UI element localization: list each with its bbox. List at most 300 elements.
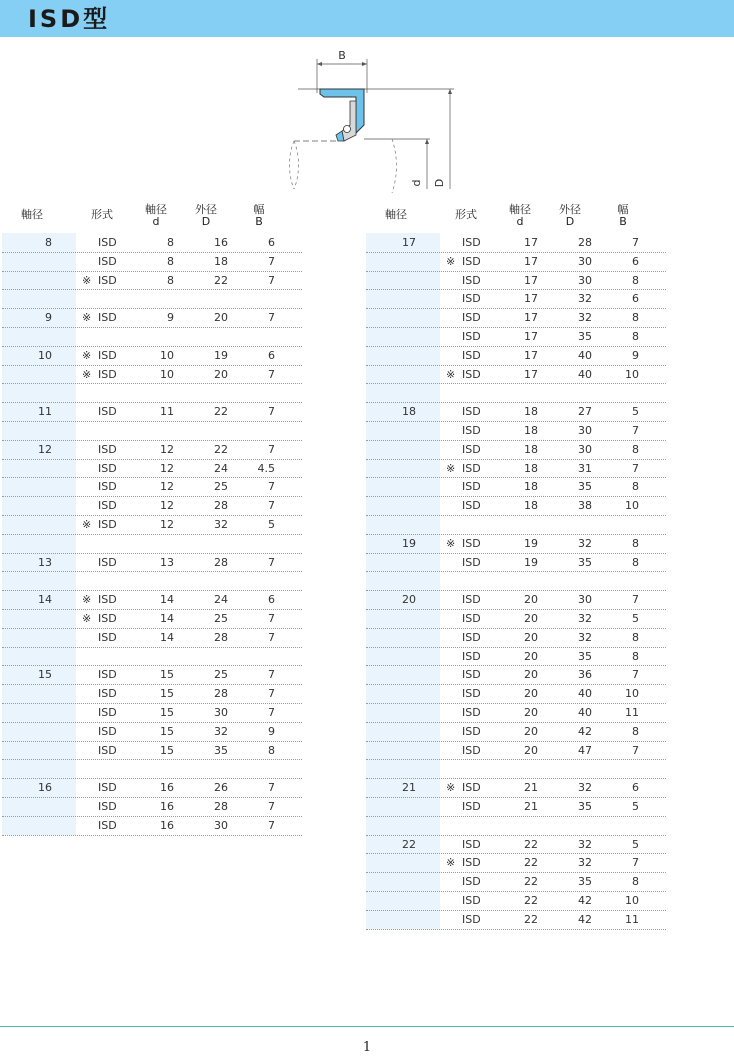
- cell-t: ISD: [98, 405, 117, 419]
- cell-d: 30: [578, 273, 592, 287]
- cell-d: 16: [160, 818, 174, 832]
- cell-g: [376, 853, 416, 872]
- cell-m: ※: [82, 593, 92, 607]
- cell-d: [142, 383, 174, 402]
- cell-m: [446, 289, 460, 308]
- cell-g: [376, 571, 416, 590]
- cell-m: [82, 440, 96, 459]
- cell-t: [462, 571, 492, 590]
- cell-b: 8: [632, 555, 639, 569]
- cell-g: [376, 421, 416, 440]
- cell-d: 30: [578, 442, 592, 456]
- cell-d: 22: [214, 442, 228, 456]
- cell-t: [98, 289, 128, 308]
- cell-m: [82, 289, 96, 308]
- cell-g: [376, 515, 416, 534]
- cell-g: [12, 327, 52, 346]
- cell-t: ISD: [462, 630, 481, 644]
- cell-m: [446, 308, 460, 327]
- cell-d: 25: [214, 480, 228, 494]
- cell-t: ISD: [462, 912, 481, 926]
- cell-t: ISD: [462, 536, 481, 550]
- cell-m: ※: [446, 461, 456, 475]
- cell-d: 16: [160, 781, 174, 795]
- cell-b: 10: [625, 687, 639, 701]
- cell-b: 7: [268, 499, 275, 513]
- cell-d: 20: [524, 687, 538, 701]
- cell-g: [12, 515, 52, 534]
- cell-d: 22: [524, 837, 538, 851]
- cell-d: 32: [578, 292, 592, 306]
- cell-d: 40: [578, 706, 592, 719]
- cell-g: [376, 609, 416, 628]
- cell-m: ※: [446, 856, 456, 870]
- cell-d: [506, 759, 538, 778]
- cell-b: 7: [632, 668, 639, 682]
- cell-m: [82, 252, 96, 271]
- cell-g: [12, 703, 52, 722]
- cell-t: ISD: [462, 649, 481, 663]
- cell-g: [12, 741, 52, 760]
- cell-m: [446, 477, 460, 496]
- page-title: ISD型: [28, 5, 111, 33]
- cell-g: [12, 477, 52, 496]
- cell-b: 6: [268, 348, 275, 362]
- cell-b: 8: [632, 480, 639, 494]
- cell-t: ISD: [98, 311, 117, 325]
- cell-m: [446, 346, 460, 365]
- cell-t: ISD: [462, 273, 481, 287]
- cell-g: [12, 816, 52, 835]
- cell-m: [446, 703, 460, 722]
- cell-d: 12: [160, 442, 174, 456]
- cell-d: 28: [214, 555, 228, 569]
- cell-d: 26: [214, 781, 228, 795]
- cell-b: 5: [268, 518, 275, 531]
- cell-t: ISD: [462, 236, 481, 249]
- cell-t: ISD: [98, 687, 117, 701]
- cell-m: [82, 553, 96, 572]
- cell-t: [98, 759, 128, 778]
- cell-t: ISD: [462, 348, 481, 362]
- cell-d: 42: [578, 724, 592, 738]
- cell-m: [82, 628, 96, 647]
- cell-b: 5: [632, 405, 639, 419]
- cell-d: 40: [578, 687, 592, 701]
- cell-g: [12, 365, 52, 384]
- cell-b: 7: [268, 781, 275, 795]
- cell-m: [82, 421, 96, 440]
- cell-t: ISD: [462, 461, 481, 475]
- cell-m: [446, 759, 460, 778]
- cell-d: 21: [524, 800, 538, 813]
- cell-d: 22: [524, 894, 538, 907]
- cell-b: 7: [268, 442, 275, 456]
- cell-d: 35: [578, 480, 592, 494]
- cell-b: 7: [268, 612, 275, 625]
- cell-m: ※: [82, 273, 92, 287]
- header-d-tbl-right: 軸径 d: [509, 203, 531, 228]
- cell-d: 32: [578, 612, 592, 625]
- cell-b: [245, 571, 275, 590]
- cell-d: 12: [160, 461, 174, 475]
- cell-g: [376, 910, 416, 929]
- cell-d: 40: [578, 348, 592, 362]
- cell-b: [245, 534, 275, 553]
- cell-g: [376, 703, 416, 722]
- cell-d: 8: [167, 254, 174, 268]
- cell-b: 7: [632, 856, 639, 870]
- cell-m: [446, 741, 460, 760]
- cell-t: ISD: [462, 405, 481, 419]
- cell-m: [82, 571, 96, 590]
- cell-g: 20: [402, 593, 416, 607]
- cell-m: [446, 797, 460, 816]
- cell-d: 10: [160, 367, 174, 381]
- cell-b: 6: [632, 781, 639, 795]
- cell-g: [376, 365, 416, 384]
- cell-d: 17: [524, 292, 538, 306]
- cell-t: ISD: [98, 593, 117, 607]
- cell-g: 15: [38, 668, 52, 682]
- cell-m: ※: [446, 367, 456, 381]
- label-d: d: [410, 179, 423, 187]
- cell-d: 14: [160, 630, 174, 644]
- cell-g: [376, 891, 416, 910]
- cell-d: [192, 289, 228, 308]
- cell-g: 18: [402, 405, 416, 419]
- cell-t: ISD: [98, 461, 117, 475]
- header-type: 形式: [91, 208, 113, 221]
- cell-d: 17: [524, 311, 538, 325]
- cell-m: [446, 402, 460, 421]
- cell-d: 18: [214, 254, 228, 268]
- cell-m: [446, 684, 460, 703]
- cell-b: 7: [632, 424, 639, 437]
- cell-d: [192, 647, 228, 666]
- cell-d: 20: [214, 367, 228, 381]
- cell-g: [12, 684, 52, 703]
- cell-d: 25: [214, 612, 228, 625]
- cell-d: 30: [214, 706, 228, 719]
- cell-m: [446, 722, 460, 741]
- cell-b: 8: [632, 273, 639, 287]
- cell-d: 31: [578, 461, 592, 475]
- cell-d: [556, 816, 592, 835]
- cell-d: 40: [578, 367, 592, 381]
- cell-d: 20: [524, 743, 538, 757]
- cell-m: [446, 515, 460, 534]
- cell-d: 18: [524, 499, 538, 513]
- cell-g: 12: [38, 442, 52, 456]
- cell-t: ISD: [462, 330, 481, 343]
- cell-m: [446, 835, 460, 854]
- cell-m: [446, 872, 460, 891]
- cell-t: ISD: [462, 743, 481, 757]
- cell-b: 8: [632, 311, 639, 325]
- cell-m: [82, 402, 96, 421]
- cell-t: ISD: [98, 555, 117, 569]
- cell-t: ISD: [98, 518, 117, 531]
- cell-t: ISD: [462, 367, 481, 381]
- cell-d: 20: [524, 612, 538, 625]
- cell-d: 20: [524, 668, 538, 682]
- cell-g: [376, 722, 416, 741]
- cell-t: ISD: [462, 706, 481, 719]
- cell-d: 30: [214, 818, 228, 832]
- cell-b: 7: [632, 461, 639, 475]
- cell-b: 7: [268, 630, 275, 644]
- cell-m: [82, 741, 96, 760]
- cell-b: [245, 289, 275, 308]
- cell-m: ※: [446, 254, 456, 268]
- cell-m: [82, 534, 96, 553]
- cell-g: 10: [38, 348, 52, 362]
- cell-t: ISD: [462, 781, 481, 795]
- cell-d: 20: [524, 706, 538, 719]
- cell-b: 8: [632, 536, 639, 550]
- cell-m: [446, 571, 460, 590]
- cell-b: 11: [625, 706, 639, 719]
- cell-b: 7: [268, 555, 275, 569]
- cell-d: 35: [578, 649, 592, 663]
- cell-g: [12, 383, 52, 402]
- cell-t: [98, 383, 128, 402]
- cell-g: [12, 571, 52, 590]
- cell-m: [82, 759, 96, 778]
- cell-b: 10: [625, 367, 639, 381]
- cell-m: [446, 383, 460, 402]
- cell-d: 20: [524, 649, 538, 663]
- cell-m: [446, 628, 460, 647]
- cell-d: [142, 289, 174, 308]
- cell-g: [376, 346, 416, 365]
- cell-d: 15: [160, 706, 174, 719]
- cell-d: 32: [214, 724, 228, 738]
- cell-b: 11: [625, 912, 639, 926]
- cell-d: 22: [524, 875, 538, 889]
- cell-b: 9: [268, 724, 275, 738]
- cell-d: 14: [160, 593, 174, 607]
- cell-m: ※: [82, 612, 92, 625]
- cell-g: [12, 459, 52, 478]
- cell-d: 32: [578, 856, 592, 870]
- cell-t: ISD: [98, 254, 117, 268]
- cell-b: 8: [632, 875, 639, 889]
- cell-b: 5: [632, 612, 639, 625]
- cell-t: ISD: [98, 630, 117, 644]
- cell-g: [376, 872, 416, 891]
- cell-g: [376, 271, 416, 290]
- cell-b: [609, 383, 639, 402]
- cell-b: 10: [625, 894, 639, 907]
- cell-d: 17: [524, 273, 538, 287]
- cell-b: 7: [632, 236, 639, 249]
- cell-b: 7: [268, 254, 275, 268]
- cell-t: ISD: [98, 348, 117, 362]
- cell-d: 19: [214, 348, 228, 362]
- cell-t: ISD: [98, 781, 117, 795]
- cell-d: 17: [524, 367, 538, 381]
- cell-t: ISD: [462, 593, 481, 607]
- header-d-tbl-left: 軸径 d: [145, 203, 167, 228]
- cell-d: 32: [578, 311, 592, 325]
- cell-g: [376, 289, 416, 308]
- header-d-tbl-left: 外径 D: [195, 203, 217, 228]
- cell-b: [245, 647, 275, 666]
- cell-d: 12: [160, 518, 174, 531]
- cell-b: 7: [632, 593, 639, 607]
- cell-b: [609, 515, 639, 534]
- cell-g: [376, 252, 416, 271]
- header-shaft: 軸径: [385, 208, 407, 221]
- cell-m: [82, 703, 96, 722]
- cell-d: [142, 759, 174, 778]
- cell-b: 8: [268, 743, 275, 757]
- cell-d: 15: [160, 668, 174, 682]
- cell-d: 35: [214, 743, 228, 757]
- cell-b: 7: [632, 743, 639, 757]
- cell-d: 22: [214, 273, 228, 287]
- cell-g: 9: [45, 311, 52, 325]
- cell-d: 17: [524, 254, 538, 268]
- cell-m: ※: [82, 367, 92, 381]
- cell-d: [506, 571, 538, 590]
- cell-t: ISD: [462, 442, 481, 456]
- cell-d: 15: [160, 687, 174, 701]
- title-banner: [0, 0, 734, 37]
- cell-d: 24: [214, 461, 228, 475]
- cell-d: 16: [160, 800, 174, 813]
- cell-t: ISD: [462, 894, 481, 907]
- cell-g: [12, 797, 52, 816]
- cell-b: [609, 759, 639, 778]
- page-number: 1: [362, 1040, 372, 1055]
- cell-m: [82, 647, 96, 666]
- cell-t: [462, 759, 492, 778]
- cell-t: ISD: [462, 687, 481, 701]
- cell-d: 10: [160, 348, 174, 362]
- cell-m: ※: [82, 348, 92, 362]
- cell-d: 22: [214, 405, 228, 419]
- cell-m: [446, 440, 460, 459]
- cell-b: 8: [632, 649, 639, 663]
- cell-d: 12: [160, 480, 174, 494]
- header-shaft: 軸径: [21, 208, 43, 221]
- cell-m: [446, 271, 460, 290]
- cell-m: [82, 459, 96, 478]
- cell-b: 5: [632, 800, 639, 813]
- cell-d: 28: [214, 630, 228, 644]
- cell-d: 20: [524, 724, 538, 738]
- cell-g: [376, 440, 416, 459]
- cell-d: 15: [160, 724, 174, 738]
- cell-d: [556, 383, 592, 402]
- cell-t: ISD: [98, 818, 117, 832]
- cell-t: [98, 571, 128, 590]
- footer-rule: [0, 1026, 734, 1027]
- cell-g: [376, 741, 416, 760]
- cell-m: [82, 383, 96, 402]
- cell-d: 19: [524, 536, 538, 550]
- cell-t: ISD: [98, 800, 117, 813]
- cell-b: 6: [632, 254, 639, 268]
- cell-g: 11: [38, 405, 52, 419]
- cell-g: [376, 665, 416, 684]
- cell-g: [376, 553, 416, 572]
- cell-d: 18: [524, 480, 538, 494]
- cell-m: ※: [82, 311, 92, 325]
- cell-g: [376, 327, 416, 346]
- header-b-tbl-right: 幅 B: [617, 203, 629, 228]
- cell-b: 8: [632, 330, 639, 343]
- cell-d: 13: [160, 555, 174, 569]
- cell-t: ISD: [462, 424, 481, 437]
- cell-d: 30: [578, 593, 592, 607]
- cell-d: 20: [524, 630, 538, 644]
- cell-m: [82, 233, 96, 252]
- cell-d: [556, 759, 592, 778]
- cell-d: 32: [578, 781, 592, 795]
- cell-m: [446, 233, 460, 252]
- cell-b: 5: [632, 837, 639, 851]
- cell-d: 8: [167, 236, 174, 249]
- cell-d: 16: [214, 236, 228, 249]
- cell-b: [609, 816, 639, 835]
- cell-t: [462, 383, 492, 402]
- cell-b: 6: [268, 236, 275, 249]
- cell-b: [245, 759, 275, 778]
- cell-t: ISD: [98, 668, 117, 682]
- cell-t: [462, 816, 492, 835]
- cell-t: ISD: [98, 743, 117, 757]
- cell-g: [12, 271, 52, 290]
- cell-g: [376, 628, 416, 647]
- cell-b: 8: [632, 724, 639, 738]
- cell-g: [12, 421, 52, 440]
- cell-g: 8: [45, 236, 52, 249]
- cell-b: [245, 327, 275, 346]
- cell-g: [376, 496, 416, 515]
- cell-g: 22: [402, 837, 416, 851]
- cell-m: [82, 684, 96, 703]
- cell-g: [12, 722, 52, 741]
- cell-d: [192, 383, 228, 402]
- cell-t: ISD: [462, 612, 481, 625]
- cell-b: 10: [625, 499, 639, 513]
- cell-g: 16: [38, 781, 52, 795]
- cell-t: ISD: [462, 875, 481, 889]
- cell-d: 36: [578, 668, 592, 682]
- cell-b: 4.5: [257, 461, 275, 475]
- cell-t: ISD: [98, 724, 117, 738]
- cell-m: ※: [446, 536, 456, 550]
- cell-d: [506, 515, 538, 534]
- cell-d: 28: [214, 800, 228, 813]
- cell-d: 42: [578, 894, 592, 907]
- header-b-tbl-left: 幅 B: [253, 203, 265, 228]
- cell-t: ISD: [98, 236, 117, 249]
- cell-g: [376, 459, 416, 478]
- cell-g: [12, 647, 52, 666]
- cell-d: 25: [214, 668, 228, 682]
- cell-g: 21: [402, 781, 416, 795]
- cell-d: 17: [524, 330, 538, 343]
- cell-d: 18: [524, 461, 538, 475]
- cell-d: [192, 571, 228, 590]
- cell-d: 35: [578, 800, 592, 813]
- cell-b: [245, 383, 275, 402]
